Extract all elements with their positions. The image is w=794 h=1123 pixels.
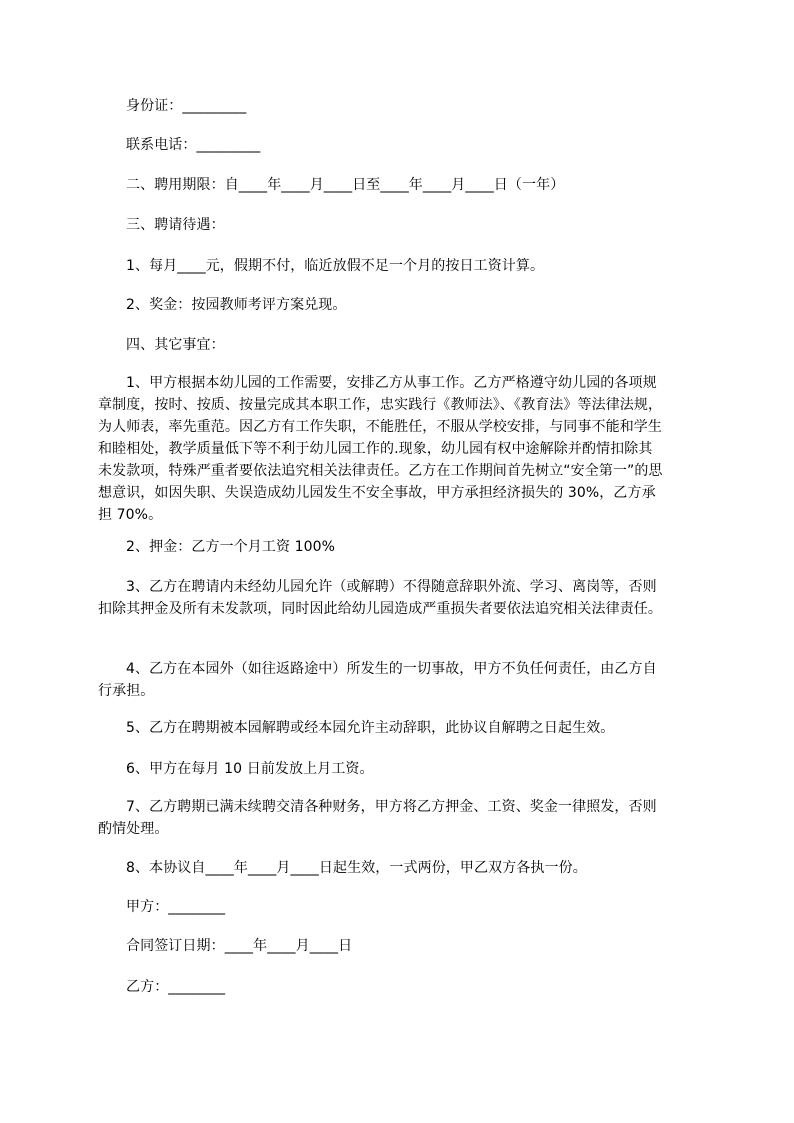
clause-duties: 1、甲方根据本幼儿园的工作需要，安排乙方从事工作。乙方严格遵守幼儿园的各项规章制度，按时、按质、按量完成其本职工作，忠实践行《教师法》、《教育法》等法律法规，为人师表，率先重范。因乙方有工作失职，不能胜任，不服从学校安排，与同事不能和学生和睦相处，教学质量低下等不利于幼儿园工作的.现象，幼儿园有权中途解除并酌情扣除其未发款项，特殊严重者要依法追究相关法律责任。乙方在工作期间首先树立“安全第一”的思想意识，如因失职、失误造成幼儿园发生不安全事故，甲方承担经济损失的 30%，乙方承担 70%。 <box>98 375 663 523</box>
section-compensation: 三、聘请待遇： <box>126 217 225 233</box>
clause-effective-date: 8、本协议自____年____月____日起生效，一式两份，甲乙双方各执一份。 <box>126 860 587 876</box>
party-b-signature: 乙方：________ <box>126 979 226 995</box>
clause-resignation: 3、乙方在聘请内未经幼儿园允许（或解聘）不得随意辞职外流、学习、离岗等，否则扣除其押金及所有未发款项，同时因此给幼儿园造成严重损失者要依法追究相关法律责任。 <box>98 579 662 617</box>
clause-monthly-salary: 1、每月____元，假期不付，临近放假不足一个月的按日工资计算。 <box>126 258 545 274</box>
clause-bonus: 2、奖金：按园教师考评方案兑现。 <box>126 297 347 313</box>
clause-settlement: 7、乙方聘期已满未续聘交清各种财务，甲方将乙方押金、工资、奖金一律照发，否则酌情处理。 <box>98 799 657 837</box>
signing-date: 合同签订日期：____年____月____日 <box>126 938 353 954</box>
party-a-signature: 甲方：________ <box>126 899 226 915</box>
section-term: 二、聘用期限：自____年____月____日至____年____月____日（一年） <box>126 177 565 193</box>
clause-payday: 6、甲方在每月 10 日前发放上月工资。 <box>126 761 374 777</box>
clause-deposit: 2、押金：乙方一个月工资 100% <box>126 539 336 555</box>
clause-liability: 4、乙方在本园外（如往返路途中）所发生的一切事故，甲方不负任何责任，由乙方自行承担。 <box>98 661 657 699</box>
phone-line: 联系电话：_________ <box>126 137 261 153</box>
id-card-line: 身份证：_________ <box>126 98 247 114</box>
section-other-matters: 四、其它事宜： <box>126 337 225 353</box>
clause-dismissal: 5、乙方在聘期被本园解聘或经本园允许主动辞职，此协议自解聘之日起生效。 <box>126 720 615 736</box>
